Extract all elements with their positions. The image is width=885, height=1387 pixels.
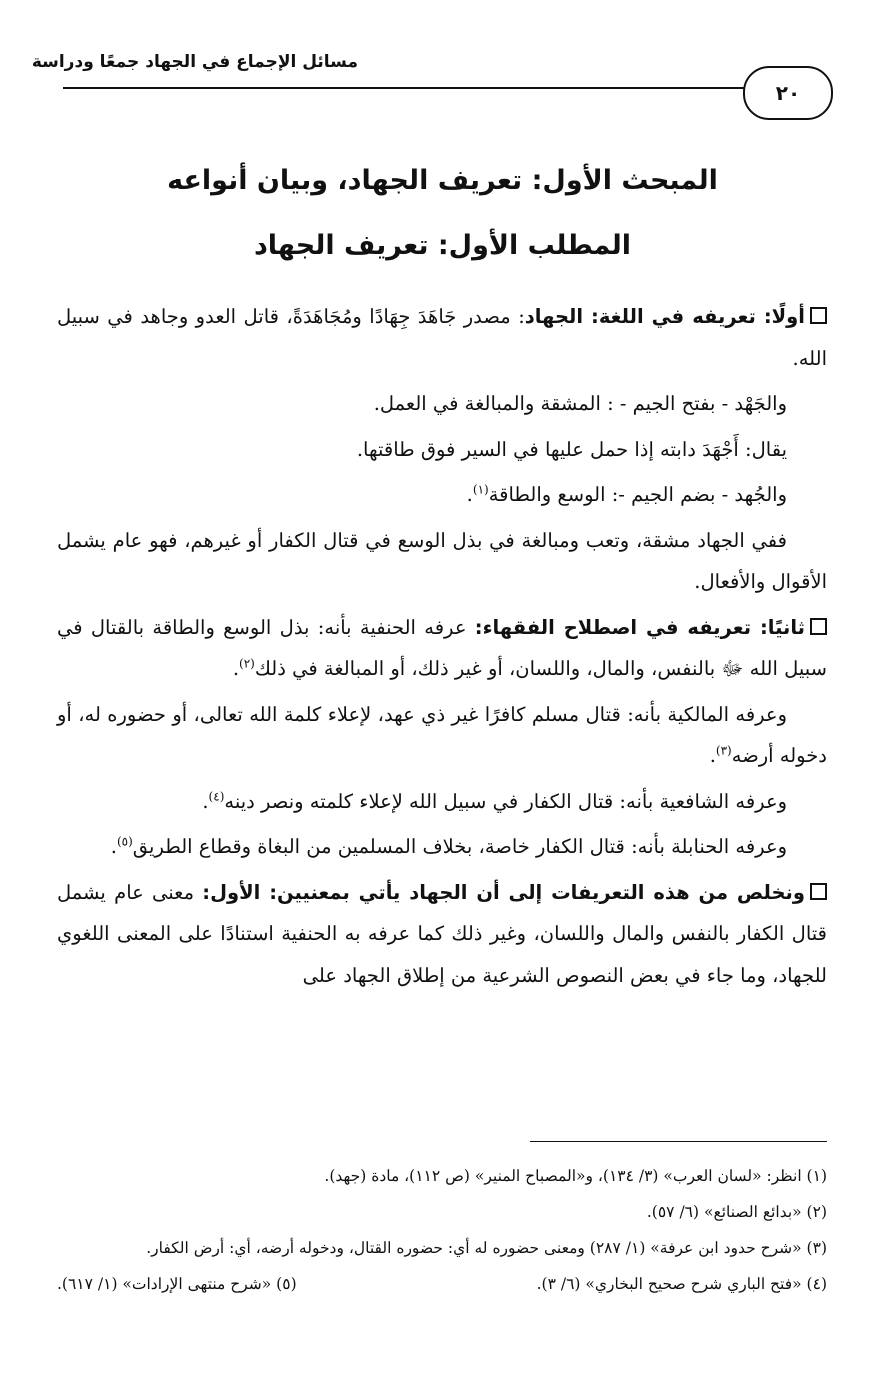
footnote-1: (١) انظر: «لسان العرب» (٣/ ١٣٤)، و«المصباح المنير» (ص ١١٢)، مادة (جهد). [324, 1167, 827, 1185]
footnote-5: (٥) «شرح منتهى الإرادات» (١/ ٦١٧). [57, 1275, 297, 1293]
paragraph-end: . [110, 835, 117, 858]
paragraph-jahd-fath: والجَهْد - بفتح الجيم - : المشقة والمبالغة في العمل. [373, 392, 787, 415]
footnote-ref[interactable]: (١) [472, 482, 489, 497]
paragraph-text: وعرفه الشافعية بأنه: قتال الكفار في سبيل الله لإعلاء كلمته ونصر دينه [224, 789, 787, 813]
footnote-ref[interactable]: (٣) [715, 743, 732, 758]
subsection-heading: المطلب الأول: تعريف الجهاد [253, 230, 632, 261]
square-bullet-icon [810, 883, 827, 900]
footnote-4: (٤) «فتح الباري شرح صحيح البخاري» (٦/ ٣). [536, 1275, 827, 1293]
footnote-ref[interactable]: (٤) [208, 789, 225, 803]
paragraph-text: عرفه الحنفية بأنه: بذل الوسع والطاقة بالقتال في سبيل الله ﷻ بالنفس، والمال، واللسان، أو غير ذلك، أو المبالغة في ذلك [57, 615, 827, 680]
header-rule [63, 87, 753, 89]
square-bullet-icon [810, 307, 827, 324]
body-text [57, 296, 827, 1000]
paragraph-text: معنى عام يشمل قتال الكفار بالنفس والمال واللسان، وغير ذلك كما عرفه به الحنفية استنادًا على المعنى اللغوي للجهاد، وما جاء في بعض النصوص الشرعية من إطلاق الجهاد على [57, 880, 827, 987]
square-bullet-icon [810, 618, 827, 635]
paragraph-conclusion [57, 872, 827, 997]
running-title: مسائل الإجماع في الجهاد جمعًا ودراسة [31, 52, 358, 72]
paragraph-lead: ثانيًا: تعريفه في اصطلاح الفقهاء: [474, 615, 805, 639]
paragraph-lead: أولًا: تعريفه في اللغة: الجهاد [524, 305, 805, 328]
footnotes [57, 1160, 827, 1300]
paragraph-end: . [466, 483, 473, 506]
paragraph-hanbali [57, 826, 827, 868]
paragraph-technical-definition [57, 607, 827, 690]
paragraph-lead: ونخلص من هذه التعريفات إلى أن الجهاد يأتي بمعنيين: الأول: [202, 880, 805, 904]
paragraph-yuqal: يقال: أَجْهَدَ دابته إذا حمل عليها في السير فوق طاقتها. [356, 437, 787, 461]
footnote-rule [530, 1141, 827, 1142]
footnote-ref[interactable]: (٥) [116, 834, 133, 849]
paragraph-text: وعرفه المالكية بأنه: قتال مسلم كافرًا غير ذي عهد، لإعلاء كلمة الله تعالى، أو حضوره له، أو دخوله أرضه [57, 702, 827, 767]
paragraph-juhd-damm [57, 474, 827, 516]
paragraph-text: والجُهد - بضم الجيم -: الوسع والطاقة [488, 483, 787, 506]
paragraph-text: : مصدر جَاهَدَ جِهَادًا ومُجَاهَدَةً، قاتل العدو وجاهد في سبيل الله. [57, 305, 827, 370]
paragraph-end: . [709, 744, 716, 767]
page-number [743, 66, 833, 120]
paragraph-end: . [202, 789, 209, 813]
paragraph-maliki [57, 694, 827, 777]
section-heading: المبحث الأول: تعريف الجهاد، وبيان أنواعه [167, 165, 718, 196]
paragraph-linguistic-definition [57, 296, 827, 379]
paragraph-text: وعرفه الحنابلة بأنه: قتال الكفار خاصة، بخلاف المسلمين من البغاة وقطاع الطريق [132, 835, 787, 858]
footnote-3: (٣) «شرح حدود ابن عرفة» (١/ ٢٨٧) ومعنى حضوره له أي: حضوره القتال، ودخوله أرضه، أي: أرض الكفار. [146, 1239, 827, 1257]
page-number-text: ٢٠ [775, 81, 801, 105]
paragraph-end: . [232, 657, 240, 680]
footnote-ref[interactable]: (٢) [239, 656, 255, 671]
footnote-row [57, 1268, 827, 1300]
footnote-2: (٢) «بدائع الصنائع» (٦/ ٥٧). [646, 1203, 827, 1221]
paragraph-shafii [57, 781, 827, 823]
paragraph-summary-lugha: ففي الجهاد مشقة، وتعب ومبالغة في بذل الوسع في قتال الكفار أو غيرهم، فهو عام يشمل الأقوال والأفعال. [57, 528, 827, 593]
